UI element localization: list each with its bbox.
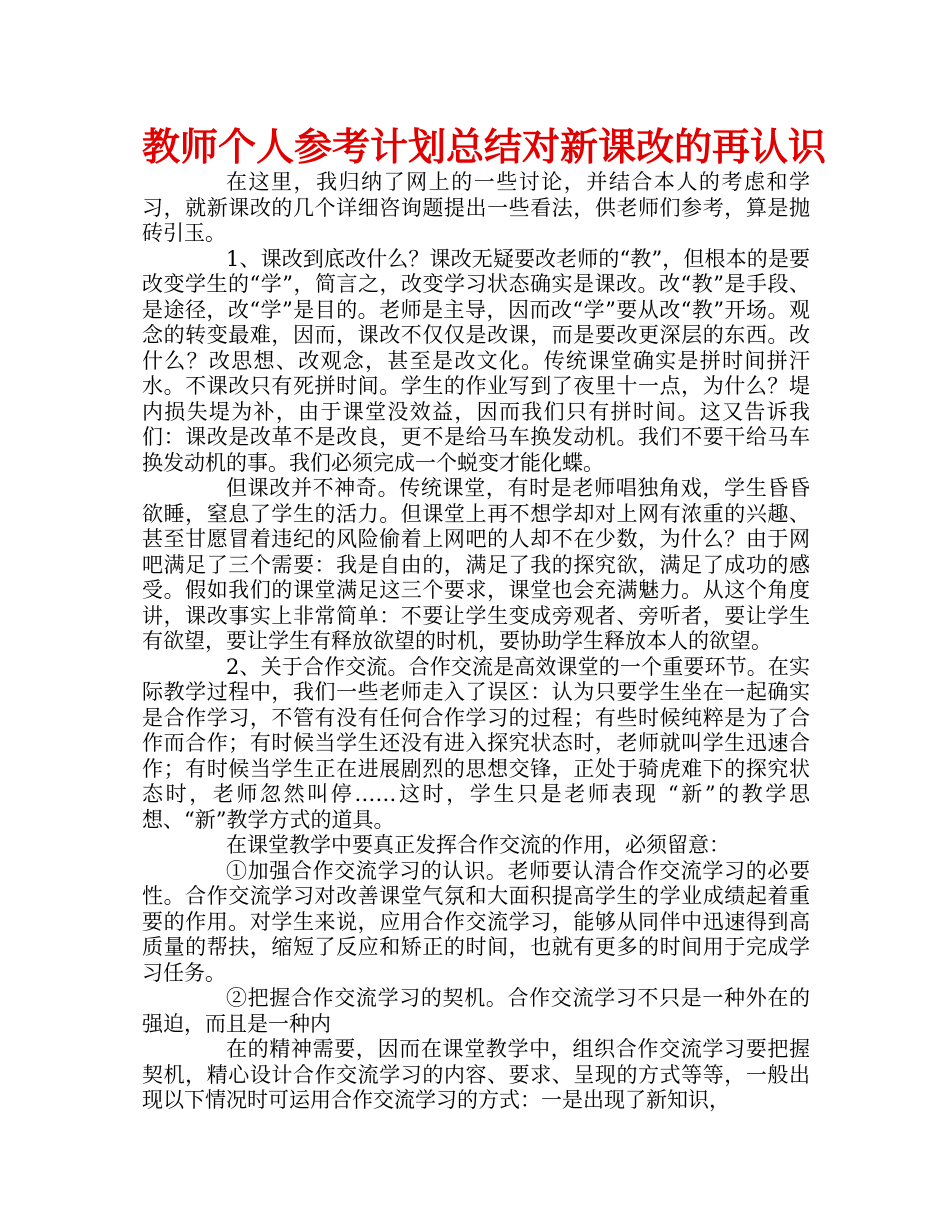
document-title: 教师个人参考计划总结对新课改的再认识	[142, 124, 827, 169]
paragraph-section-1-continued: 但课改并不神奇。传统课堂，有时是老师唱独角戏，学生昏昏欲睡，窒息了学生的活力。但课堂上再不想学却对上网有浓重的兴趣、甚至甘愿冒着违纪的风险偷着上网吧的人却不在少数，为什么？由于网吧满足了三个需要：我是自由的，满足了我的探究欲，满足了成功的感受。假如我们的课堂满足这三个要求，课堂也会充满魅力。从这个角度讲，课改事实上非常简单：不要让学生变成旁观者、旁听者，要让学生有欲望，要让学生有释放欲望的时机，要协助学生释放本人的欲望。	[142, 476, 810, 653]
document-page	[142, 122, 827, 1114]
paragraph-section-2: 2、关于合作交流。合作交流是高效课堂的一个重要环节。在实际教学过程中，我们一些老师走入了误区：认为只要学生坐在一起确实是合作学习，不管有没有任何合作学习的过程；有些时候纯粹是为了合作而合作；有时候当学生还没有进入探究状态时，老师就叫学生迅速合作；有时候当学生正在进展剧烈的思想交锋，正处于骑虎难下的探究状态时，老师忽然叫停……这时，学生只是老师表现 “新”的教学思想、“新”教学方式的道具。	[142, 654, 810, 832]
paragraph-point-2: ②把握合作交流学习的契机。合作交流学习不只是一种外在的强迫，而且是一种内	[142, 986, 810, 1036]
paragraph-intro: 在这里，我归纳了网上的一些讨论，并结合本人的考虑和学习，就新课改的几个详细咨询题提出一些看法，供老师们参考，算是抛砖引玉。	[142, 170, 810, 245]
paragraph-attention-lead: 在课堂教学中要真正发挥合作交流的作用，必须留意：	[226, 833, 730, 857]
paragraph-point-2-continued: 在的精神需要，因而在课堂教学中，组织合作交流学习要把握契机，精心设计合作交流学习的内容、要求、呈现的方式等等，一般出现以下情况时可运用合作交流学习的方式：一是出现了新知识，	[142, 1037, 810, 1112]
paragraph-section-1: 1、课改到底改什么？课改无疑要改老师的“教”，但根本的是要改变学生的“学”，简言之，改变学习状态确实是课改。改“教”是手段、是途径，改“学”是目的。老师是主导，因而改“学”要从改“教”开场。观念的转变最难，因而，课改不仅仅是改课，而是要改更深层的东西。改什么？改思想、改观念，甚至是改文化。传统课堂确实是拼时间拼汗水。不课改只有死拼时间。学生的作业写到了夜里十一点，为什么？堤内损失堤为补，由于课堂没效益，因而我们只有拼时间。这又告诉我们：课改是改革不是改良，更不是给马车换发动机。我们不要干给马车换发动机的事。我们必须完成一个蜕变才能化蝶。	[142, 246, 810, 475]
paragraph-point-1: ①加强合作交流学习的认识。老师要认清合作交流学习的必要性。合作交流学习对改善课堂气氛和大面积提高学生的学业成绩起着重要的作用。对学生来说，应用合作交流学习，能够从同伴中迅速得到高质量的帮扶，缩短了反应和矫正的时间，也就有更多的时间用于完成学习任务。	[142, 858, 810, 985]
